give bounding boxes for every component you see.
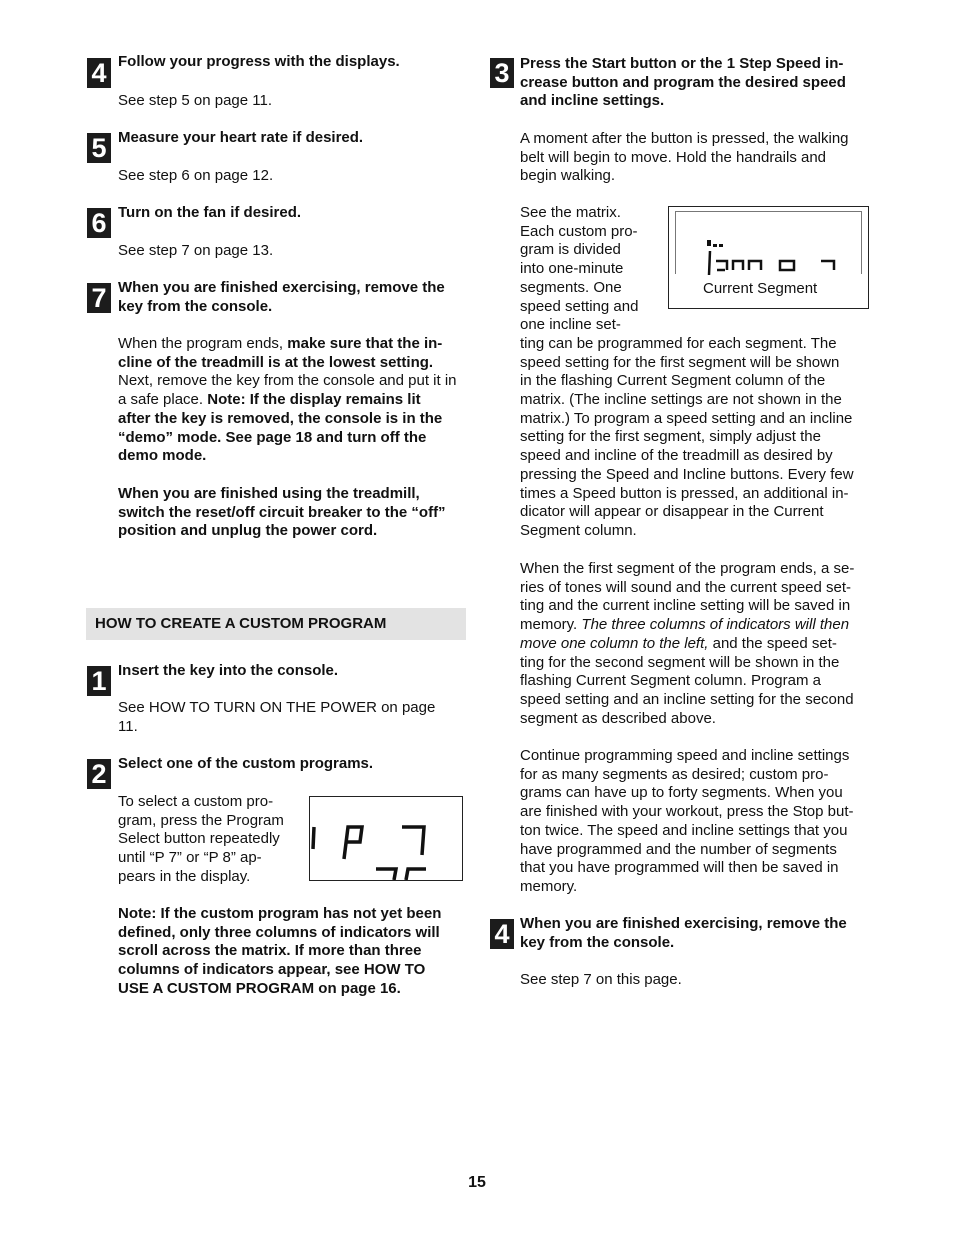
step-paragraph (520, 560, 854, 728)
current-segment-figure (668, 206, 869, 309)
title-line: key from the console. (118, 297, 273, 315)
text-line: pears in the display. (118, 867, 251, 885)
section-header (86, 608, 466, 640)
text-line: defined, only three columns of indicators will (118, 923, 440, 941)
title-line: When you are finished exercising, remove the (520, 915, 847, 932)
text-line: See the matrix. (520, 204, 621, 221)
step-body: See step 7 on this page. (520, 971, 682, 988)
text-line: A moment after the button is pressed, the walking (520, 130, 849, 147)
text-line: gram, press the Program (118, 811, 284, 829)
text-line: cline of the treadmill is at the lowest setting. (118, 353, 434, 371)
text-line: “demo” mode. See page 18 and turn off the (118, 428, 427, 446)
text-line: ton twice. The speed and incline settings that you (520, 821, 848, 839)
text-line: have programmed and the number of segments (520, 840, 837, 858)
text-line: flashing Current Segment column. Program a (520, 672, 821, 690)
step-title: Select one of the custom programs. (118, 755, 374, 772)
text-line: switch the reset/off circuit breaker to the “off” (118, 503, 446, 521)
text-line: after the key is removed, the console is in the (118, 409, 443, 427)
step-title: Insert the key into the console. (118, 662, 339, 679)
text-line: grams can have up to forty segments. When you (520, 784, 843, 802)
step-body: See step 7 on page 13. (118, 242, 274, 259)
text-line: segments. One (520, 278, 622, 296)
text-line: memory. (520, 877, 578, 895)
step-number-4: 4 (87, 58, 111, 88)
step-body (118, 793, 284, 887)
figure-label: Current Segment (703, 280, 818, 297)
text-line: Next, remove the key from the console and put it in (118, 372, 457, 390)
text-line: gram is divided (520, 241, 621, 259)
text-line: Segment column. (520, 521, 637, 539)
step-paragraph (118, 335, 457, 466)
title-line: crease button and program the desired speed (520, 73, 846, 91)
title-line: When you are finished exercising, remove the (118, 279, 445, 296)
step-title (520, 915, 847, 952)
text-line: begin walking. (520, 167, 616, 185)
text-line: in the flashing Current Segment column of the (520, 372, 826, 390)
text-line: are finished with your workout, press the Stop but- (520, 803, 854, 821)
text-line: To select a custom pro- (118, 793, 274, 810)
text-line: speed setting and (520, 297, 639, 315)
text-line: demo mode. (118, 447, 207, 465)
step-title (118, 279, 445, 316)
step-body: See step 5 on page 11. (118, 92, 273, 109)
step-number-2: 2 (87, 759, 111, 789)
text-line: until “P 7” or “P 8” ap- (118, 849, 262, 867)
text-line: ting for the second segment will be shown in the (520, 653, 840, 671)
text-line: matrix. (The incline settings are not shown in the (520, 391, 842, 409)
text-line: setting for the first segment, simply adjust the (520, 428, 821, 446)
step-number-5: 5 (87, 133, 111, 163)
text-line: Note: If the custom program has not yet been (118, 905, 442, 922)
program-display-figure (309, 796, 463, 881)
text-line: belt will begin to move. Hold the handrails and (520, 148, 827, 166)
text-line: one incline set- (520, 316, 621, 334)
step-number-6: 6 (87, 208, 111, 238)
text-line: for as many segments as desired; custom pro- (520, 765, 829, 783)
text-line: columns of indicators appear, see HOW TO (118, 961, 426, 979)
text-line: times a Speed button is pressed, an additional in- (520, 484, 849, 502)
text-line: When the program ends, make sure that the in- (118, 335, 443, 352)
text-line: When you are finished using the treadmill, (118, 485, 420, 502)
page-number: 15 (468, 1174, 486, 1191)
step-number-1: 1 (87, 666, 111, 696)
text-line: 11. (118, 717, 138, 735)
step-paragraph (520, 130, 849, 186)
text-line: a safe place. Note: If the display remains lit (118, 391, 421, 409)
text-line: speed and incline of the treadmill as desired by (520, 447, 833, 465)
text-line: ting can be programmed for each segment. The (520, 334, 837, 352)
lcd-segments (310, 797, 462, 880)
text-line: speed setting for the first segment will be shown (520, 353, 840, 371)
text-line: scroll across the matrix. If more than three (118, 942, 422, 960)
step-number-3: 3 (490, 58, 514, 88)
text-line: speed setting and an incline setting for the second (520, 690, 854, 708)
step-title: Turn on the fan if desired. (118, 204, 302, 221)
title-line: Press the Start button or the 1 Step Speed in- (520, 55, 844, 72)
text-line: memory. The three columns of indicators will then (520, 616, 850, 634)
text-line: into one-minute (520, 260, 624, 278)
step-body: See step 6 on page 12. (118, 167, 274, 184)
text-line: pressing the Speed and Incline buttons. Every few (520, 465, 854, 483)
text-line: position and unplug the power cord. (118, 522, 378, 540)
text-line: Continue programming speed and incline settings (520, 747, 850, 764)
text-line: ries of tones will sound and the current speed set- (520, 578, 852, 596)
step-body (118, 699, 435, 736)
step-title: Measure your heart rate if desired. (118, 129, 364, 146)
step-paragraph (118, 485, 446, 541)
note (118, 905, 441, 999)
text-line: matrix.) To program a speed setting and an incline (520, 409, 853, 427)
text-line: move one column to the left, and the speed set- (520, 634, 837, 652)
step-title (520, 55, 846, 111)
title-line: key from the console. (520, 933, 675, 951)
title-line: and incline settings. (520, 92, 665, 110)
step-title: Follow your progress with the displays. (118, 53, 400, 70)
step-number-7: 7 (87, 283, 111, 313)
text-line: USE A CUSTOM PROGRAM on page 16. (118, 979, 401, 997)
text-line: that you have programmed will then be saved in (520, 859, 839, 877)
text-line: See HOW TO TURN ON THE POWER on page (118, 699, 436, 716)
text-line: dicator will appear or disappear in the Current (520, 503, 824, 521)
text-line: ting and the current incline setting will be saved in (520, 597, 851, 615)
text-line: segment as described above. (520, 709, 716, 727)
step-number-4-right: 4 (490, 919, 514, 949)
step-paragraph (520, 747, 854, 897)
text-line: When the first segment of the program ends, a se- (520, 560, 855, 577)
section-title: HOW TO CREATE A CUSTOM PROGRAM (95, 615, 387, 632)
text-line: Each custom pro- (520, 222, 638, 240)
text-line: Select button repeatedly (118, 830, 280, 848)
